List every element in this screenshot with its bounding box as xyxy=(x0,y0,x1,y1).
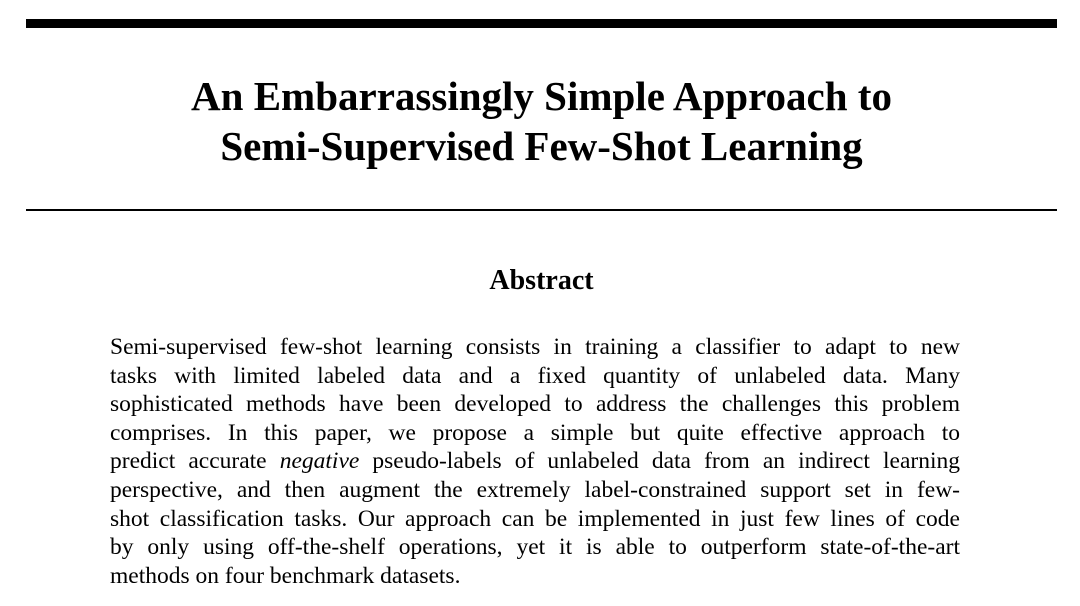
title-bottom-rule xyxy=(26,209,1057,211)
abstract-body xyxy=(110,333,960,590)
abstract-line-2: tasks with limited labeled data and a fixed quantity of unlabeled data. Many xyxy=(110,362,960,389)
abstract-line-8: by only using off-the-shelf operations, yet it is able to outperform state-of-the-art xyxy=(110,534,960,561)
abstract-line-5-after: pseudo-labels of unlabeled data from an indirect learning xyxy=(359,448,960,475)
abstract-heading: Abstract xyxy=(489,265,594,296)
abstract-line-7: shot classification tasks. Our approach can be implemented in just few lines of code xyxy=(110,505,960,532)
abstract-line-3: sophisticated methods have been developed to address the challenges this problem xyxy=(110,391,960,418)
abstract-line-9: methods on four benchmark datasets. xyxy=(110,562,461,589)
paper-title-line-1: An Embarrassingly Simple Approach to xyxy=(191,73,892,119)
paper-title-line-2: Semi-Supervised Few-Shot Learning xyxy=(220,123,863,169)
abstract-emphasis-negative: negative xyxy=(279,448,360,475)
abstract-line-4: comprises. In this paper, we propose a simple but quite effective approach to xyxy=(110,419,960,446)
abstract-line-5 xyxy=(110,447,960,476)
abstract-line-6: perspective, and then augment the extremely label-constrained support set in few- xyxy=(110,476,960,503)
abstract-line-5-before: predict accurate xyxy=(110,448,280,475)
abstract-line-1: Semi-supervised few-shot learning consists in training a classifier to adapt to new xyxy=(110,334,960,360)
top-rule xyxy=(26,19,1057,28)
paper-title xyxy=(26,71,1057,171)
